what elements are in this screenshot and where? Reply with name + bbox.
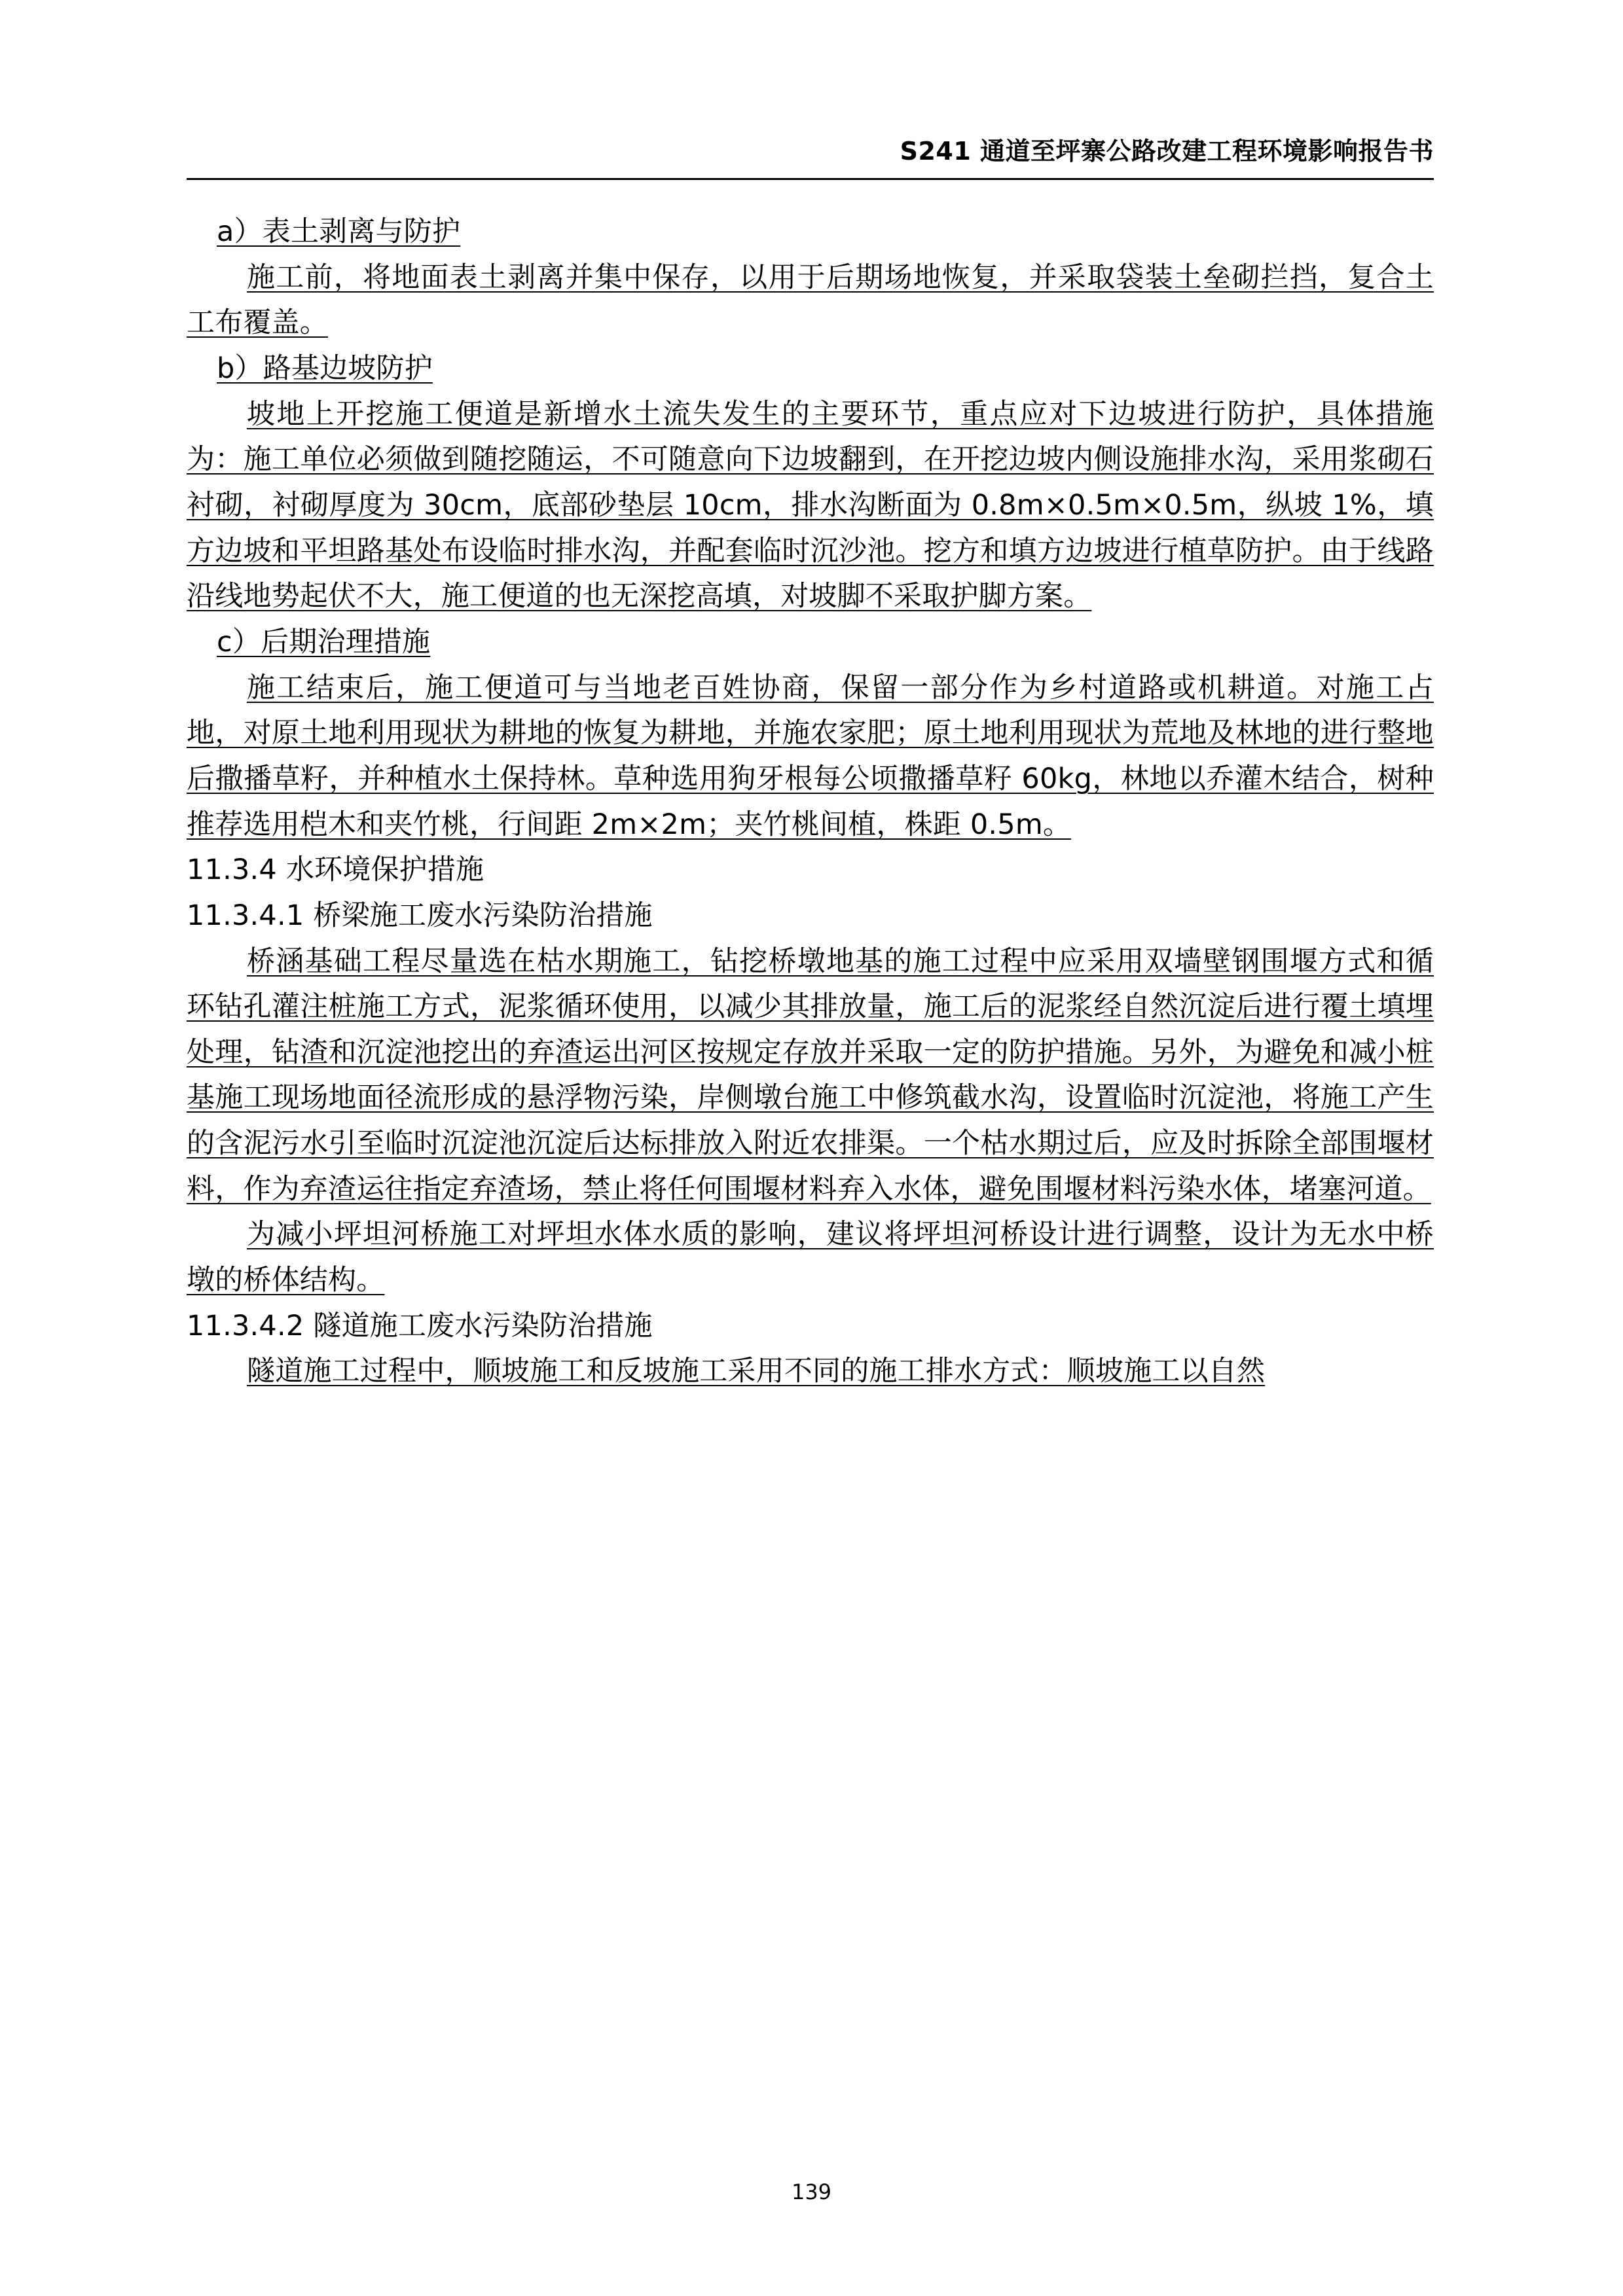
paragraph-c-text-content: 施工结束后，施工便道可与当地老百姓协商，保留一部分作为乡村道路或机耕道。对施工占地，对原土地利用现状为耕地的恢复为耕地，并施农家肥；原土地利用现状为荒地及林地的进行整地后撒播草籽，并种植水土保持林。草种选用狗牙根每公顷撒播草籽 60kg，林地以乔灌木结合，树种推荐选用桤木和夹竹桃，行间距 2m×2m；夹竹桃间植，株距 0.5m。	[187, 671, 1434, 841]
paragraph-b-text-content: 坡地上开挖施工便道是新增水土流失发生的主要环节，重点应对下边坡进行防护，具体措施为：施工单位必须做到随挖随运，不可随意向下边坡翻到，在开挖边坡内侧设施排水沟，采用浆砌石衬砌，衬砌厚度为 30cm，底部砂垫层 10cm，排水沟断面为 0.8m×0.5m×0.5m，纵坡 1%，填方边坡和平坦路基处布设临时排水沟，并配套临时沉沙池。挖方和填方边坡进行植草防护。由于线路沿线地势起伏不大，施工便道的也无深挖高填，对坡脚不采取护脚方案。	[187, 397, 1434, 613]
section-heading-11-3-4: 11.3.4 水环境保护措施	[187, 853, 484, 887]
paragraph-a-text-content: 施工前，将地面表土剥离并集中保存，以用于后期场地恢复，并采取袋装土垒砌拦挡，复合土工布覆盖。	[187, 260, 1434, 340]
page-header-title: S241 通道至坪寨公路改建工程环境影响报告书	[900, 137, 1434, 166]
paragraph-c-text	[187, 666, 1434, 848]
paragraph-tunnel-1	[187, 1349, 1434, 1395]
section-heading-11-3-4-2: 11.3.4.2 隧道施工废水污染防治措施	[187, 1309, 653, 1342]
paragraph-c-title	[187, 620, 1434, 666]
paragraph-a-title	[187, 209, 1434, 255]
paragraph-b-text	[187, 392, 1434, 620]
document-body	[187, 209, 1434, 1395]
paragraph-bridge-2	[187, 1212, 1434, 1303]
paragraph-c-title-text: c）后期治理措施	[217, 625, 431, 658]
paragraph-tunnel-1-content: 隧道施工过程中，顺坡施工和反坡施工采用不同的施工排水方式：顺坡施工以自然	[247, 1355, 1266, 1388]
section-heading-11-3-4-1: 11.3.4.1 桥梁施工废水污染防治措施	[187, 899, 653, 932]
paragraph-b-title-text: b）路基边坡防护	[217, 351, 433, 385]
paragraph-a-text	[187, 255, 1434, 346]
page-number: 139	[791, 2179, 832, 2204]
paragraph-bridge-2-content: 为减小坪坦河桥施工对坪坦水体水质的影响，建议将坪坦河桥设计进行调整，设计为无水中桥墩的桥体结构。	[187, 1218, 1434, 1297]
paragraph-b-title	[187, 346, 1434, 392]
paragraph-bridge-1-content: 桥涵基础工程尽量选在枯水期施工，钻挖桥墩地基的施工过程中应采用双墙壁钢围堰方式和循环钻孔灌注桩施工方式，泥浆循环使用，以减少其排放量，施工后的泥浆经自然沉淀后进行覆土填埋处理，钻渣和沉淀池挖出的弃渣运出河区按规定存放并采取一定的防护措施。另外，为避免和减小桩基施工现场地面径流形成的悬浮物污染，岸侧墩台施工中修筑截水沟，设置临时沉淀池，将施工产生的含泥污水引至临时沉淀池沉淀后达标排放入附近农排渠。一个枯水期过后，应及时拆除全部围堰材料，作为弃渣运往指定弃渣场，禁止将任何围堰材料弃入水体，避免围堰材料污染水体，堵塞河道。	[187, 944, 1434, 1206]
paragraph-bridge-1	[187, 939, 1434, 1213]
paragraph-a-title-text: a）表土剥离与防护	[217, 215, 461, 248]
header-divider	[187, 178, 1434, 180]
